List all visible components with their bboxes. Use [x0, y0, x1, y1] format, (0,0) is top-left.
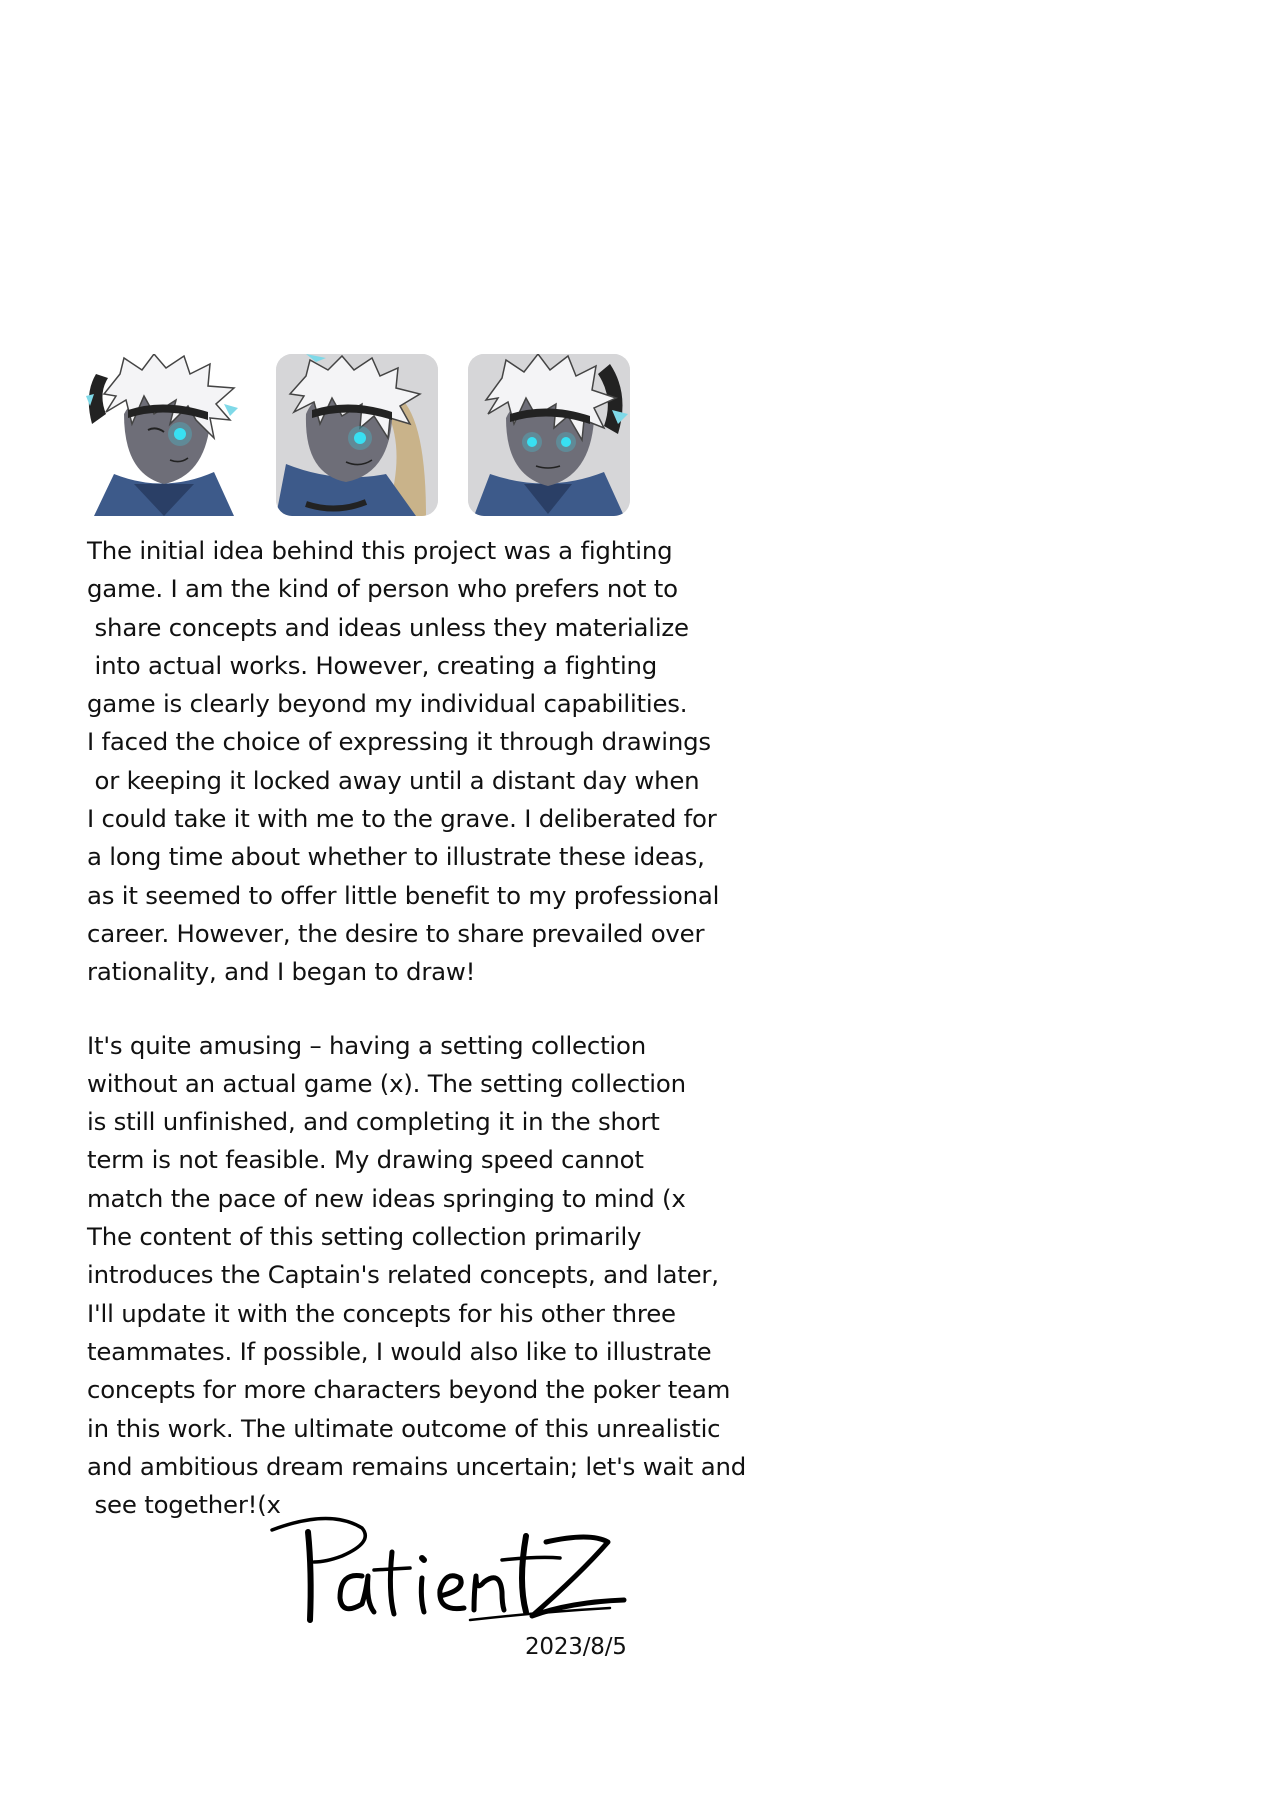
paragraph-1: [87, 532, 767, 992]
text-line: The content of this setting collection primarily: [87, 1222, 642, 1252]
text-line: introduces the Captain's related concepts, and later,: [87, 1260, 719, 1290]
paragraph-2: [87, 1027, 767, 1525]
text-line: I could take it with me to the grave. I deliberated for: [87, 804, 717, 834]
text-line: It's quite amusing – having a setting collection: [87, 1030, 646, 1060]
text-line: and ambitious dream remains uncertain; let's wait and: [87, 1451, 746, 1481]
text-line: concepts for more characters beyond the poker team: [87, 1375, 731, 1405]
text-line: without an actual game (x). The setting collection: [87, 1068, 686, 1098]
text-line: in this work. The ultimate outcome of this unrealistic: [87, 1413, 721, 1443]
text-line: term is not feasible. My drawing speed cannot: [87, 1145, 644, 1175]
paragraph-spacer: [87, 992, 767, 1027]
text-line: share concepts and ideas unless they materialize: [87, 612, 689, 642]
character-portrait-icon: [468, 354, 630, 516]
text-line: as it seemed to offer little benefit to my professional: [87, 880, 720, 910]
text-line: game is clearly beyond my individual capabilities.: [87, 689, 688, 719]
text-line: I'll update it with the concepts for his other three: [87, 1298, 676, 1328]
handwritten-signature: [270, 1512, 630, 1632]
text-line: a long time about whether to illustrate these ideas,: [87, 842, 705, 872]
text-line: rationality, and I began to draw!: [87, 957, 476, 987]
text-line: teammates. If possible, I would also like to illustrate: [87, 1336, 712, 1366]
text-line: is still unfinished, and completing it in the short: [87, 1107, 660, 1137]
date-label: 2023/8/5: [525, 1634, 627, 1660]
text-line: into actual works. However, creating a fighting: [87, 650, 658, 680]
portrait-row: [84, 354, 630, 516]
afterword-text: [87, 532, 767, 1524]
text-line: I faced the choice of expressing it through drawings: [87, 727, 711, 757]
text-line: match the pace of new ideas springing to mind (x: [87, 1183, 686, 1213]
character-portrait-icon: [84, 354, 246, 516]
text-line: The initial idea behind this project was a fighting: [87, 536, 673, 565]
text-line: game. I am the kind of person who prefers not to: [87, 574, 678, 604]
text-line: career. However, the desire to share prevailed over: [87, 918, 705, 948]
text-line: see together!(x: [87, 1490, 281, 1520]
character-portrait-icon: [276, 354, 438, 516]
text-line: or keeping it locked away until a distant day when: [87, 765, 700, 795]
